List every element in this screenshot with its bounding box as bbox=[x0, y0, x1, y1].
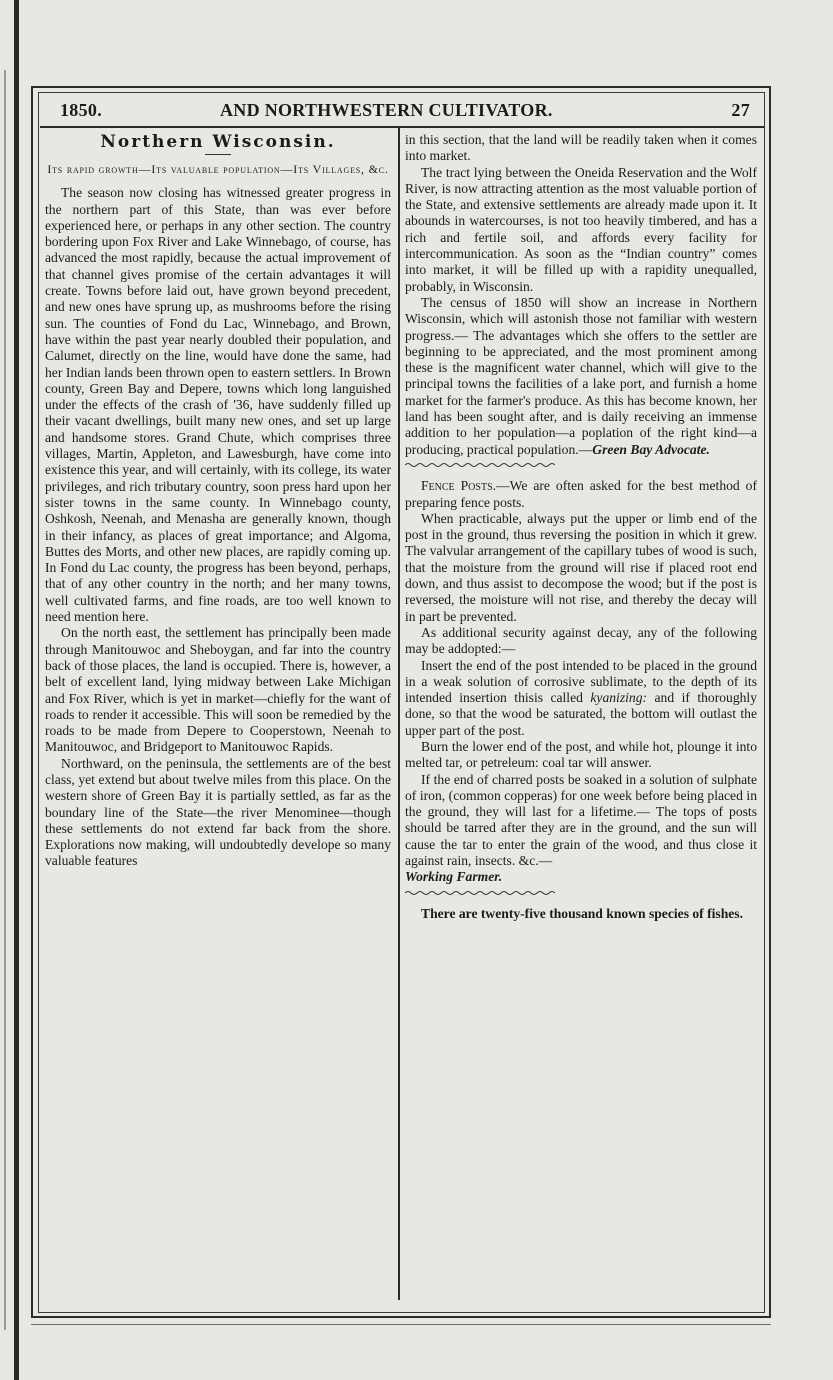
article-title: Northern Wisconsin. bbox=[100, 132, 336, 152]
bottom-rule bbox=[31, 1324, 771, 1325]
paragraph: Burn the lower end of the post, and while hot, plounge it into melted tar, or petreleum: coal tar will answer. bbox=[405, 738, 757, 771]
paragraph-text: If the end of charred posts be soaked in a solution of sulphate of iron, (common copperas) for one week before being placed in the ground, they will last for a lifetime.— The tops of posts should be tarred after they are in the ground, and the sun will cause the tar to enter the grain of the wood, and thus close it against rain, insects. &c.— bbox=[405, 771, 757, 869]
paragraph: Northward, on the peninsula, the settlements are of the best class, yet extend but about twelve miles from this place. On the western shore of Green Bay it is partially settled, as far as the boundary line of the State—the river Menominee—though these settlements do not extend far back from the shore. Explorations now making, will undoubtedly develope so many valuable features bbox=[45, 755, 391, 869]
header-year: 1850. bbox=[60, 100, 102, 120]
page-edge-shadow bbox=[4, 70, 6, 1330]
binding-rule bbox=[14, 0, 19, 1380]
closing-note: There are twenty-five thousand known species of fishes. bbox=[421, 905, 743, 921]
right-column bbox=[405, 132, 757, 922]
left-column bbox=[45, 132, 391, 870]
paragraph: On the north east, the settlement has principally been made through Manitouwoc and Sheboygan, and far into the country back of those places, the land is occupied. There is, however, a belt of excellent land, lying midway between Lake Michigan and Fox River, which is yet in market—chiefly for the want of roads to render it accessible. This will soon be remedied by the roads to be made from Depere to Cooperstown, Neenah to Manitouwoc, and Bridgeport to Manitouwoc Rapids. bbox=[45, 625, 391, 755]
page-number: 27 bbox=[731, 100, 750, 120]
paragraph bbox=[405, 478, 757, 511]
paragraph-text: —We are often asked for the best method of preparing fence posts. bbox=[405, 478, 757, 510]
title-dash bbox=[205, 154, 231, 155]
paragraph-text: The census of 1850 will show an increase in Northern Wisconsin, which will astonish those not familiar with western progress.— The advantages which she offers to the settler are beginning to be appreciated, and the most prominent among these is the magnificent water channel, which will give to the principal towns the facilities of a lake port, and furnish a home market for the farmer's produce. As this has become known, her land has been sought after, and is daily receiving an immense addition to her population—a poplation of the right kind—a producing, practical population.— bbox=[405, 294, 757, 457]
running-header bbox=[60, 98, 750, 128]
paragraph bbox=[405, 772, 757, 886]
paragraph-text: Insert the end of the post intended to be placed in the ground in a weak solution of corrosive sublimate, to the depth of its intended insertion thisis called bbox=[405, 657, 757, 706]
header-rule bbox=[40, 126, 764, 128]
article-subtitle: Its rapid growth—Its valuable population—Its Villages, &c. bbox=[47, 162, 389, 177]
italic-term: kyanizing: bbox=[590, 690, 648, 706]
paragraph: When practicable, always put the upper or limb end of the post in the ground, thus reversing the position in which it grew. The valvular arrangement of the capillary tubes of wood is such, that the moisture from the ground will rise if placed root end down, and thus assist to decompose the wood; but if the post is reversed, the moisture will not rise, and thereby the decay will in part be prevented. bbox=[405, 510, 757, 624]
paragraph-continuation: in this section, that the land will be readily taken when it comes into market. bbox=[405, 132, 757, 164]
paragraph bbox=[405, 295, 757, 458]
paragraph: The tract lying between the Oneida Reservation and the Wolf River, is now attracting attention as the most valuable portion of the State, and extensive settlements are already made upon it. It abounds in watercourses, is not too heavily timbered, and has a rich and fertile soil, and affords every facility for intercommunication. As soon as the “Indian country” comes into market, it will be filled up with a rapidity unequalled, probably, in Wisconsin. bbox=[405, 164, 757, 294]
article-source: Green Bay Advocate. bbox=[592, 441, 710, 457]
section-divider bbox=[405, 890, 555, 896]
header-title: AND NORTHWESTERN CULTIVATOR. bbox=[220, 100, 553, 120]
paragraph: The season now closing has witnessed greater progress in the northern part of this State, than was ever before experienced here, or perhaps in any other section. The country bordering upon Fox River and Lake Winnebago, of course, has advanced the most rapidly, because the actual improvement of that channel gives promise of the certain advantages it will create. Towns before laid out, have grown beyond precedent, and new ones have sprung up, as mushrooms before the rising sun. The counties of Fond du Lac, Winnebago, and Brown, have within the past year nearly doubled their population, and Calumet, directly on the line, would have done the same, had her Indian lands been thrown open to eastern settlers. In Brown county, Green Bay and Depere, towns which long languished under the effects of the crash of '36, have suddenly filled up their vacant dwellings, built many new ones, and set up large and handsome stores. Grand Chute, which comprises three villages, Martin, Appleton, and Lawesburgh, have come into existence this year, and will certainly, with its college, its water privileges, and rich tributary country, soon press hard upon her sister towns in the same county. In Winnebago county, Oshkosh, Neenah, and Menasha are generally known, though in their infancy, as places of great importance; and Algoma, Buttes des Morts, and other new places, are rapidly coming up. In Fond du Lac county, the progress has been beyond, perhaps, that of any other country in the north; and her many towns, well cultivated farms, and fine roads, are too well known to need mention here. bbox=[45, 185, 391, 625]
paragraph-text: and if thoroughly done, so that the wood be saturated, the bottom will outlast the upper part of the post. bbox=[405, 690, 757, 738]
paragraph bbox=[405, 658, 757, 739]
section-divider bbox=[405, 462, 555, 468]
column-rule bbox=[398, 128, 400, 1300]
paragraph: As additional security against decay, any of the following may be addopted:— bbox=[405, 624, 757, 657]
article-source: Working Farmer. bbox=[405, 869, 503, 885]
section-run-head: Fence Posts. bbox=[421, 478, 497, 494]
